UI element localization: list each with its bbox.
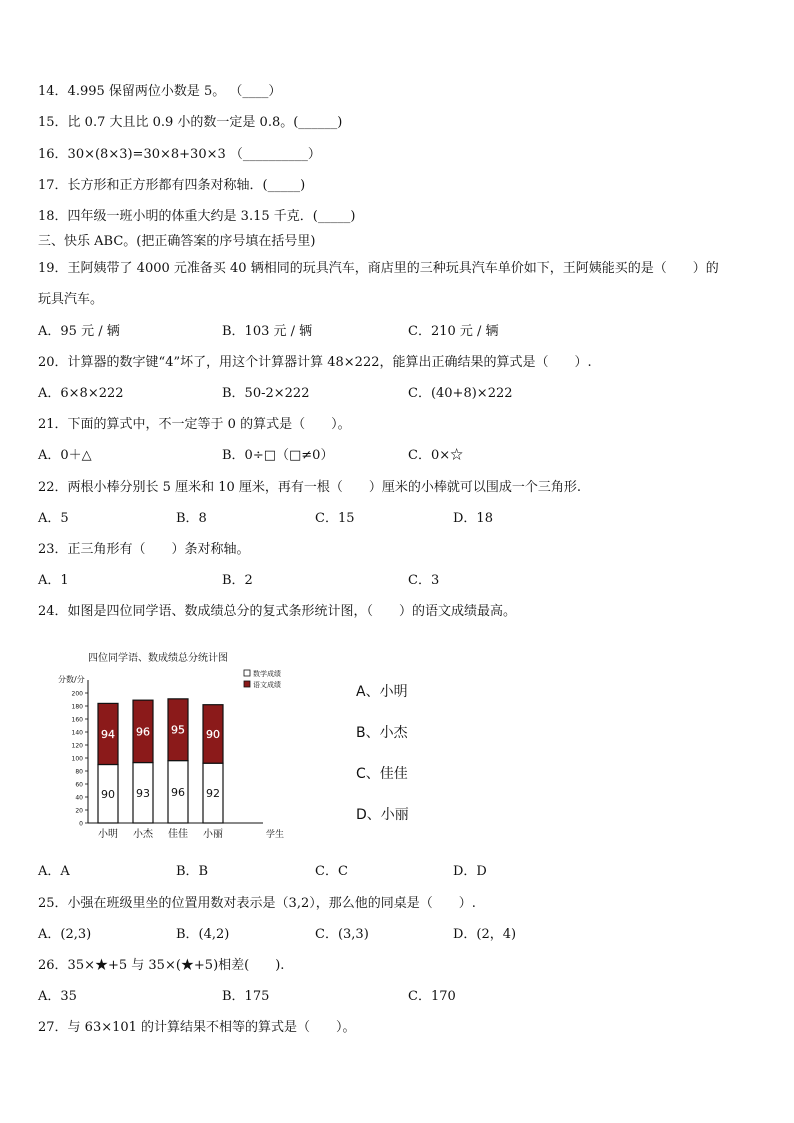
q22-option-b: B．8	[176, 511, 207, 526]
x-tick-label: 小明	[98, 829, 118, 840]
question-19-line1: 19．王阿姨带了 4000 元准备买 40 辆相同的玩具汽车，商店里的三种玩具汽车单价如下，王阿姨能买的是（ ）的	[38, 261, 719, 276]
bar-chinese-label: 96	[136, 725, 150, 739]
q24-option-a: A．A	[38, 864, 70, 879]
q19-option-c: C．210 元 / 辆	[408, 324, 499, 339]
q26-option-b: B．175	[222, 989, 270, 1004]
question-15: 15．比 0.7 大且比 0.9 小的数一定是 0.8。(______)	[38, 115, 343, 130]
y-tick-label: 60	[75, 781, 83, 789]
y-tick-label: 120	[71, 742, 83, 750]
question-25: 25．小强在班级里坐的位置用数对表示是（3,2），那么他的同桌是（ ）.	[38, 896, 476, 911]
x-axis-label: 学生	[266, 830, 285, 840]
y-tick-label: 20	[75, 807, 83, 815]
q26-option-c: C．170	[408, 989, 456, 1004]
q20-option-c: C．(40+8)×222	[408, 386, 513, 401]
q26-option-a: A．35	[38, 989, 77, 1004]
chart-option-b: B、小杰	[356, 725, 408, 741]
chart-title: 四位同学语、数成绩总分统计图	[88, 653, 228, 664]
q19-option-b: B．103 元 / 辆	[222, 324, 313, 339]
score-bar-chart	[58, 648, 288, 848]
q20-option-b: B．50-2×222	[222, 386, 310, 401]
q24-option-d: D．D	[453, 864, 487, 879]
legend-label: 数学成绩	[253, 670, 281, 678]
question-16: 16．30×(8×3)=30×8+30×3 （__________）	[38, 147, 321, 162]
q20-option-a: A．6×8×222	[38, 386, 124, 401]
y-tick-label: 40	[75, 794, 83, 802]
q25-option-d: D．(2，4)	[453, 927, 517, 942]
y-tick-label: 160	[71, 716, 83, 724]
q22-option-a: A．5	[38, 511, 69, 526]
y-tick-label: 80	[75, 768, 83, 776]
chart-option-c: C、佳佳	[356, 766, 408, 782]
bar-math-label: 96	[171, 785, 185, 799]
question-18: 18．四年级一班小明的体重大约是 3.15 千克．(_____)	[38, 209, 356, 224]
chart-option-d: D、小丽	[356, 807, 409, 823]
q25-option-c: C．(3,3)	[315, 927, 369, 942]
question-14: 14．4.995 保留两位小数是 5。 （____）	[38, 84, 282, 99]
q24-option-b: B．B	[176, 864, 209, 879]
q19-option-a: A．95 元 / 辆	[38, 324, 120, 339]
q21-option-a: A．0＋△	[38, 448, 92, 463]
y-axis-label: 分数/分	[58, 675, 85, 684]
question-19-line2: 玩具汽车。	[38, 292, 104, 307]
chart-option-a: A、小明	[356, 684, 408, 700]
q21-option-b: B．0÷□（□≠0）	[222, 448, 334, 463]
x-tick-label: 小丽	[203, 829, 223, 840]
question-17: 17．长方形和正方形都有四条对称轴．(_____)	[38, 178, 306, 193]
q23-option-b: B．2	[222, 573, 253, 588]
bar-math-label: 90	[101, 787, 115, 801]
question-22: 22．两根小棒分别长 5 厘米和 10 厘米，再有一根（ ）厘米的小棒就可以围成一个三角形.	[38, 480, 582, 495]
y-tick-label: 180	[71, 703, 83, 711]
question-26: 26．35×★+5 与 35×(★+5)相差( ).	[38, 958, 285, 973]
question-24: 24．如图是四位同学语、数成绩总分的复式条形统计图，（ ）的语文成绩最高。	[38, 604, 517, 619]
bar-chinese-label: 90	[206, 727, 220, 741]
question-27: 27．与 63×101 的计算结果不相等的算式是（ ）。	[38, 1020, 356, 1035]
bar-chinese-label: 94	[101, 727, 115, 741]
section-3-heading: 三、快乐 ABC。(把正确答案的序号填在括号里)	[38, 234, 316, 249]
q25-option-b: B．(4,2)	[176, 927, 230, 942]
y-tick-label: 100	[71, 755, 83, 763]
legend-swatch	[244, 670, 250, 676]
q25-option-a: A．(2,3)	[38, 927, 92, 942]
y-tick-label: 200	[71, 690, 83, 698]
bar-chinese-label: 95	[171, 723, 185, 737]
x-tick-label: 佳佳	[168, 829, 188, 840]
question-20: 20．计算器的数字键“4”坏了，用这个计算器计算 48×222，能算出正确结果的算式是（ ）.	[38, 355, 592, 370]
question-21: 21．下面的算式中，不一定等于 0 的算式是（ ）。	[38, 417, 351, 432]
q22-option-d: D．18	[453, 511, 493, 526]
q21-option-c: C．0×☆	[408, 448, 464, 463]
q24-option-c: C．C	[315, 864, 348, 879]
legend-swatch	[244, 681, 250, 687]
q23-option-a: A．1	[38, 573, 69, 588]
q23-option-c: C．3	[408, 573, 440, 588]
question-23: 23．正三角形有（ ）条对称轴。	[38, 542, 250, 557]
legend-label: 语文成绩	[253, 681, 281, 689]
q22-option-c: C．15	[315, 511, 355, 526]
bar-math-label: 92	[206, 787, 220, 801]
bar-math-label: 93	[136, 786, 150, 800]
y-tick-label: 0	[79, 820, 83, 828]
chart-svg	[58, 648, 288, 848]
y-tick-label: 140	[71, 729, 83, 737]
x-tick-label: 小杰	[133, 829, 153, 840]
